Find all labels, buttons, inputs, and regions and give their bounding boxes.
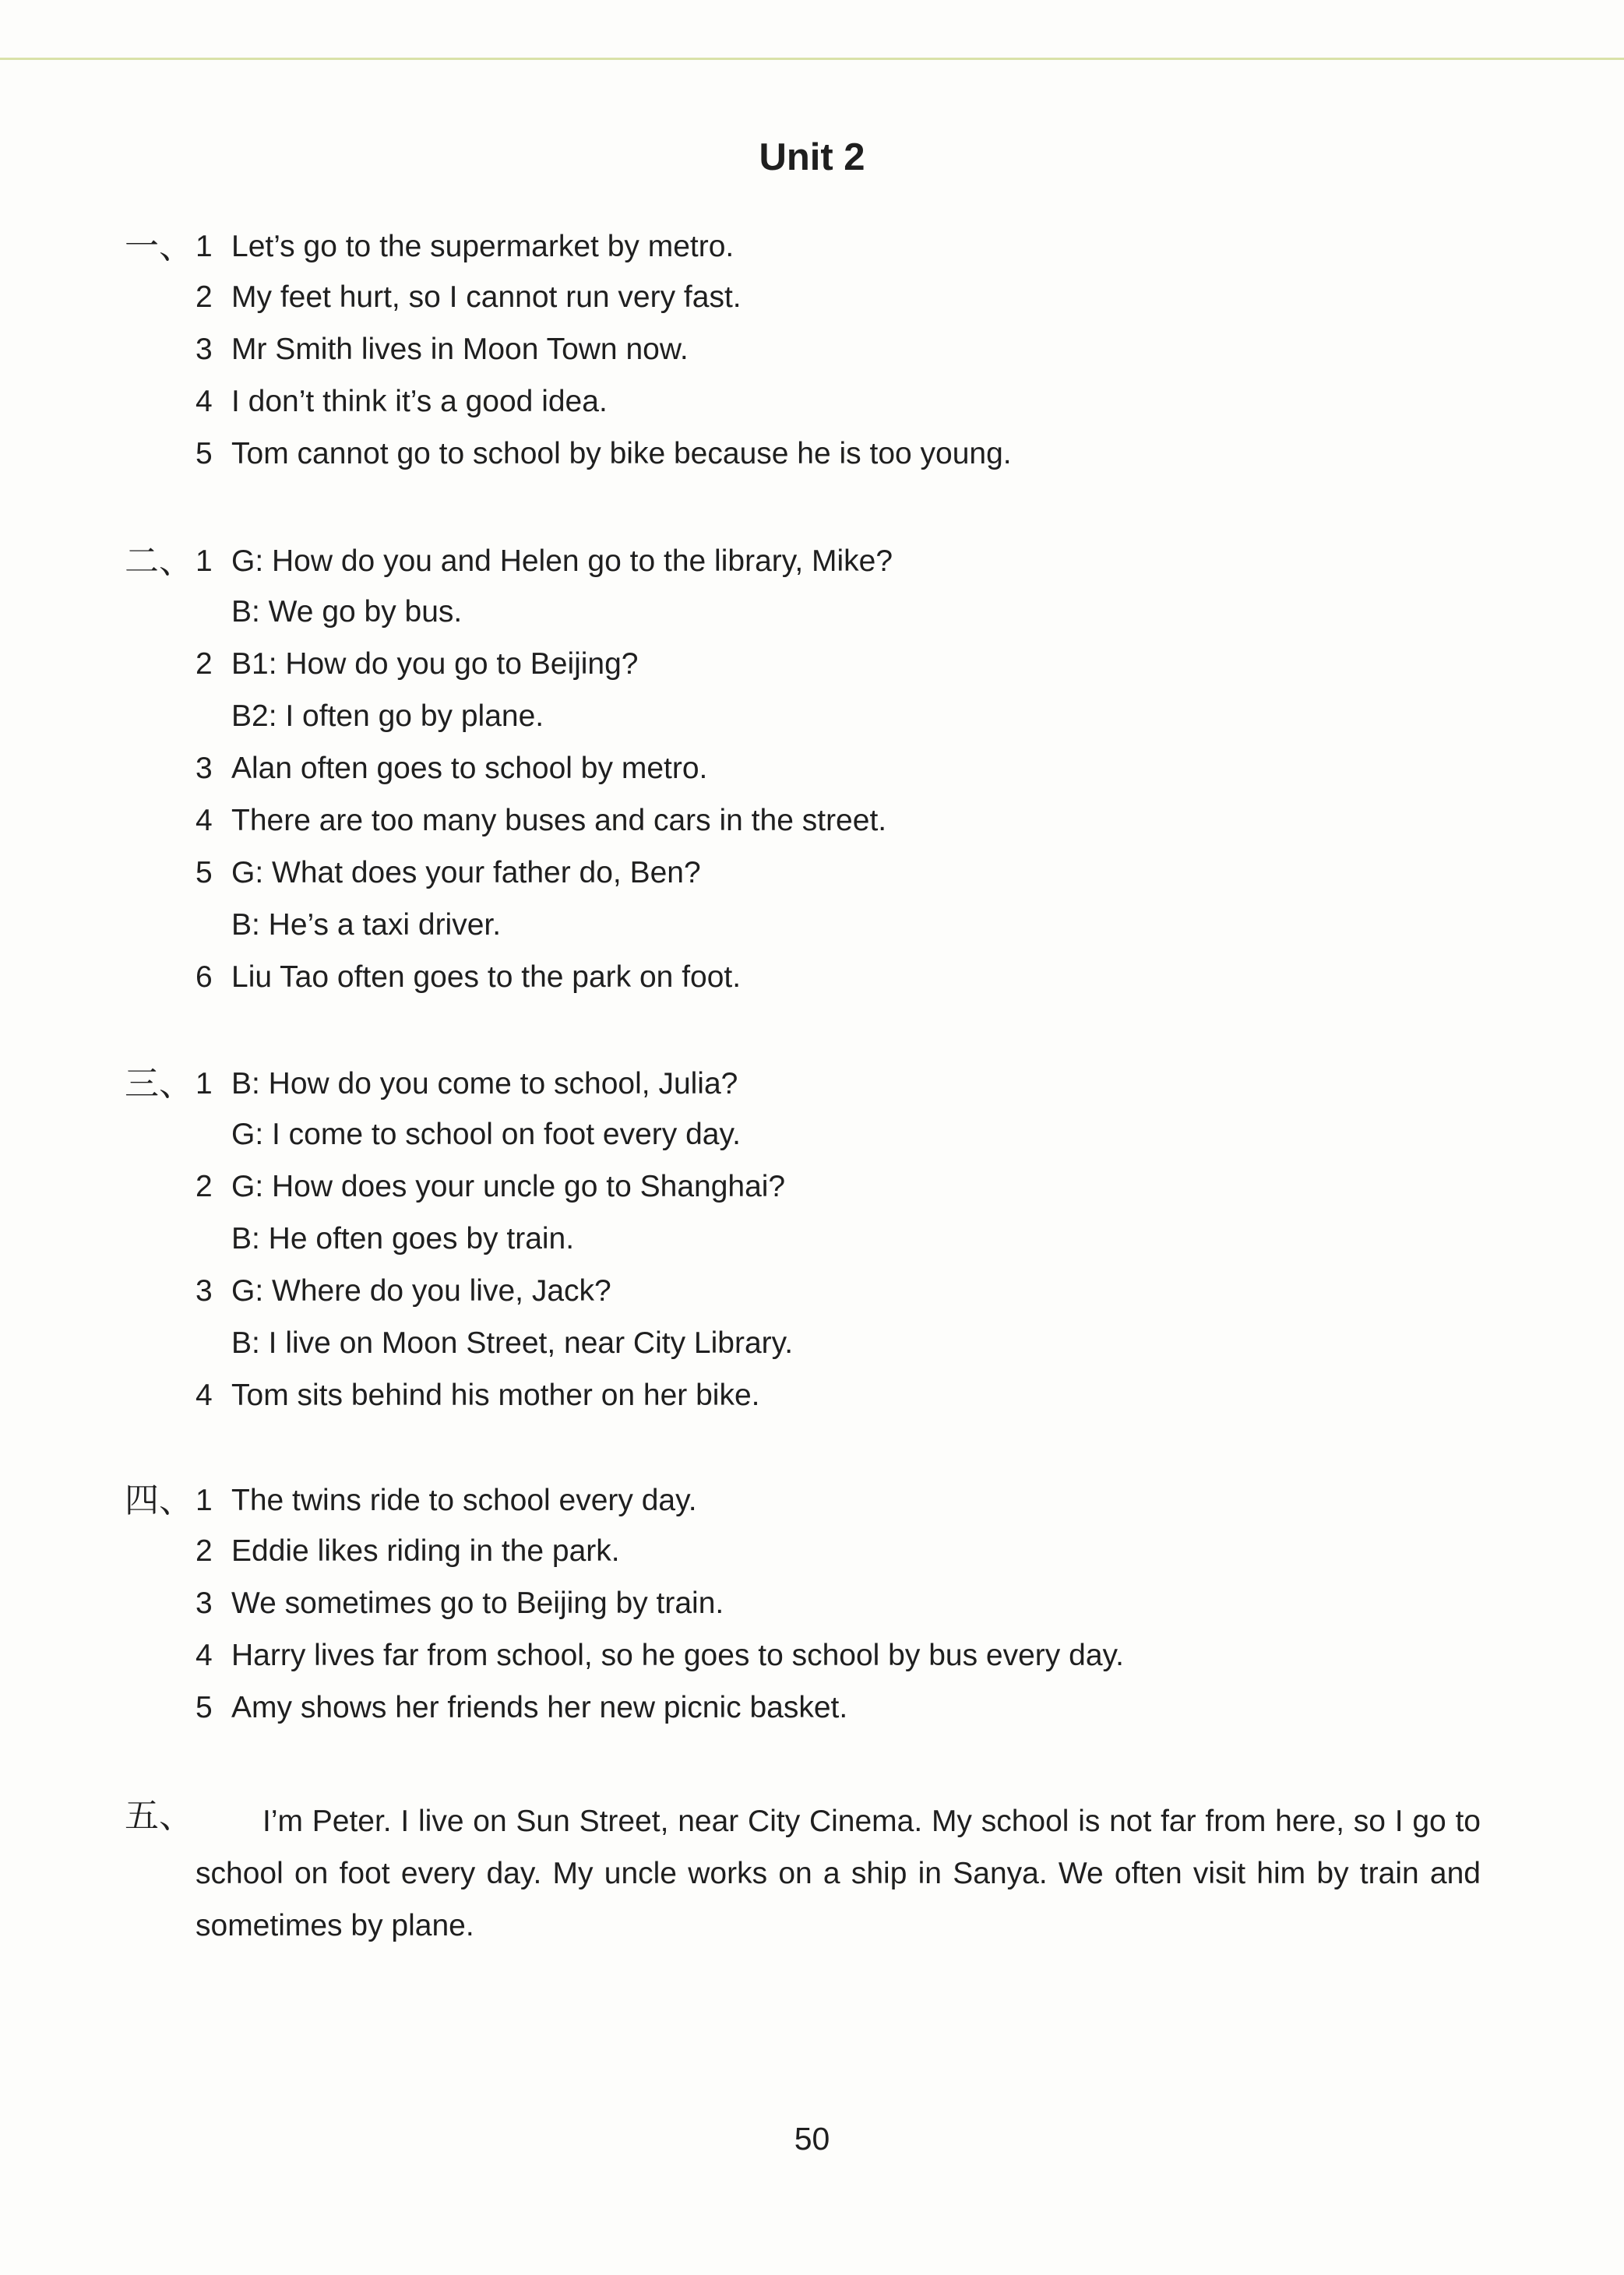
- page-title: Unit 2: [759, 136, 865, 178]
- item-text: Eddie likes riding in the park.: [231, 1534, 620, 1568]
- item-number: 2: [196, 647, 213, 681]
- item-text: G: What does your father do, Ben?: [231, 856, 701, 889]
- item-number: 2: [196, 280, 213, 314]
- item-number: 1: [196, 230, 213, 263]
- list-item: [196, 748, 707, 790]
- item-number: 6: [196, 960, 213, 994]
- item-text: B1: How do you go to Beijing?: [231, 647, 639, 681]
- item-text: Tom sits behind his mother on her bike.: [231, 1379, 760, 1412]
- section-5-marker: 五、: [125, 1796, 193, 1836]
- list-item: [196, 226, 734, 268]
- item-number: 1: [196, 1484, 213, 1517]
- item-number: 5: [196, 856, 213, 889]
- list-item: [196, 276, 742, 319]
- item-text: G: Where do you live, Jack?: [231, 1274, 611, 1308]
- list-item: [196, 1270, 611, 1312]
- item-continuation: B2: I often go by plane.: [231, 699, 544, 733]
- list-item: [196, 1480, 697, 1522]
- item-continuation: G: I come to school on foot every day.: [231, 1118, 741, 1151]
- section-3-marker: 三、: [125, 1064, 193, 1104]
- item-number: 3: [196, 1587, 213, 1620]
- item-number: 1: [196, 1067, 213, 1101]
- item-text: Liu Tao often goes to the park on foot.: [231, 960, 742, 994]
- passage-paragraph: I’m Peter. I live on Sun Street, near City Cinema. My school is not far from here, so I go to school on foot every day. My uncle works on a ship in Sanya. We often visit him by train and sometimes by plane.: [196, 1805, 1481, 1942]
- item-text: There are too many buses and cars in the street.: [231, 804, 887, 837]
- list-item: [196, 1063, 738, 1105]
- section-1-marker: 一、: [125, 227, 193, 266]
- item-number: 2: [196, 1170, 213, 1203]
- item-number: 4: [196, 1639, 213, 1672]
- item-text: B: How do you come to school, Julia?: [231, 1067, 738, 1101]
- list-item: [196, 956, 741, 998]
- item-number: 4: [196, 385, 213, 418]
- section-2-marker: 二、: [125, 541, 193, 581]
- section-4-marker: 四、: [125, 1481, 193, 1520]
- list-item: [196, 852, 701, 894]
- list-item: [196, 381, 608, 423]
- list-item: [196, 1687, 847, 1729]
- item-number: 4: [196, 1379, 213, 1412]
- page-number: 50: [794, 2121, 830, 2157]
- item-number: 5: [196, 437, 213, 470]
- item-text: Mr Smith lives in Moon Town now.: [231, 333, 689, 366]
- item-number: 3: [196, 1274, 213, 1308]
- item-number: 1: [196, 544, 213, 578]
- list-item: [196, 1375, 760, 1417]
- list-item: [196, 800, 886, 842]
- item-text: Amy shows her friends her new picnic basket.: [231, 1691, 848, 1724]
- item-text: Let’s go to the supermarket by metro.: [231, 230, 734, 263]
- list-item: [196, 1530, 620, 1572]
- item-continuation: B: He often goes by train.: [231, 1222, 575, 1255]
- list-item: [196, 433, 1012, 475]
- item-text: G: How does your uncle go to Shanghai?: [231, 1170, 786, 1203]
- item-text: Tom cannot go to school by bike because he is too young.: [231, 437, 1012, 470]
- header-rule: [0, 58, 1624, 60]
- list-item: [196, 329, 689, 371]
- item-text: I don’t think it’s a good idea.: [231, 385, 608, 418]
- item-text: My feet hurt, so I cannot run very fast.: [231, 280, 742, 314]
- item-number: 2: [196, 1534, 213, 1568]
- item-number: 3: [196, 752, 213, 785]
- item-continuation: B: I live on Moon Street, near City Library.: [231, 1326, 794, 1360]
- item-text: Harry lives far from school, so he goes to school by bus every day.: [231, 1639, 1124, 1672]
- item-continuation: B: He’s a taxi driver.: [231, 908, 502, 942]
- item-number: 5: [196, 1691, 213, 1724]
- list-item: [196, 643, 639, 685]
- item-text: The twins ride to school every day.: [231, 1484, 697, 1517]
- list-item: [196, 1583, 724, 1625]
- list-item: [196, 541, 893, 583]
- item-number: 4: [196, 804, 213, 837]
- item-number: 3: [196, 333, 213, 366]
- item-continuation: B: We go by bus.: [231, 595, 463, 629]
- list-item: [196, 1166, 785, 1208]
- item-text: G: How do you and Helen go to the library, Mike?: [231, 544, 893, 578]
- item-text: Alan often goes to school by metro.: [231, 752, 708, 785]
- list-item: [196, 1635, 1124, 1677]
- item-text: We sometimes go to Beijing by train.: [231, 1587, 724, 1620]
